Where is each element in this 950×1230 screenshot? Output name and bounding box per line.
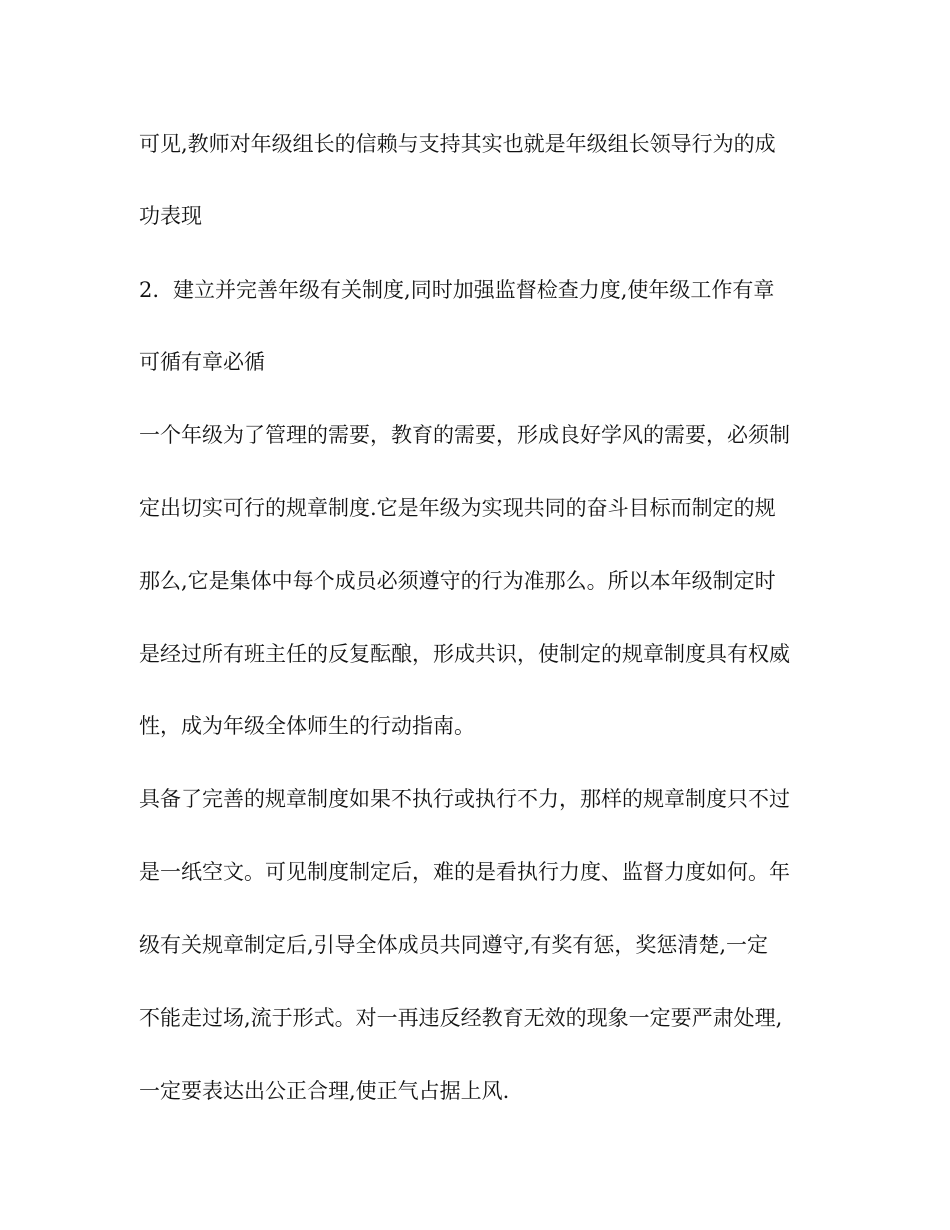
section-heading [139,275,829,305]
paragraph-line-7: 性，成为年级全体师生的行动指南。 [139,714,475,738]
paragraph-line-6: 是经过所有班主任的反复酝酿，形成共识，使制定的规章制度具有权威 [139,642,790,666]
section-heading-text: 建立并完善年级有关制度,同时加强监督检查力度,使年级工作有章 [173,278,775,302]
section-number: 2. [139,278,160,302]
paragraph-line-9: 是一纸空文。可见制度制定后，难的是看执行力度、监督力度如何。年 [139,860,790,884]
paragraph-line-2: 功表现 [139,204,202,228]
paragraph-line-4: 定出切实可行的规章制度.它是年级为实现共同的奋斗目标而制定的规 [139,496,776,520]
paragraph-line-10: 级有关规章制定后,引导全体成员共同遵守,有奖有惩，奖惩清楚,一定 [139,933,769,957]
paragraph-line-12: 一定要表达出公正合理,使正气占据上风. [139,1079,510,1103]
section-heading-continued: 可循有章必循 [139,350,265,374]
paragraph-line-5: 那么,它是集体中每个成员必须遵守的行为准那么。所以本年级制定时 [139,569,776,593]
paragraph-line-8: 具备了完善的规章制度如果不执行或执行不力，那样的规章制度只不过 [139,787,790,811]
paragraph-line-3: 一个年级为了管理的需要，教育的需要，形成良好学风的需要，必须制 [139,423,790,447]
paragraph-line-1: 可见,教师对年级组长的信赖与支持其实也就是年级组长领导行为的成 [139,132,776,156]
paragraph-line-11: 不能走过场,流于形式。对一再违反经教育无效的现象一定要严肃处理, [139,1006,783,1030]
